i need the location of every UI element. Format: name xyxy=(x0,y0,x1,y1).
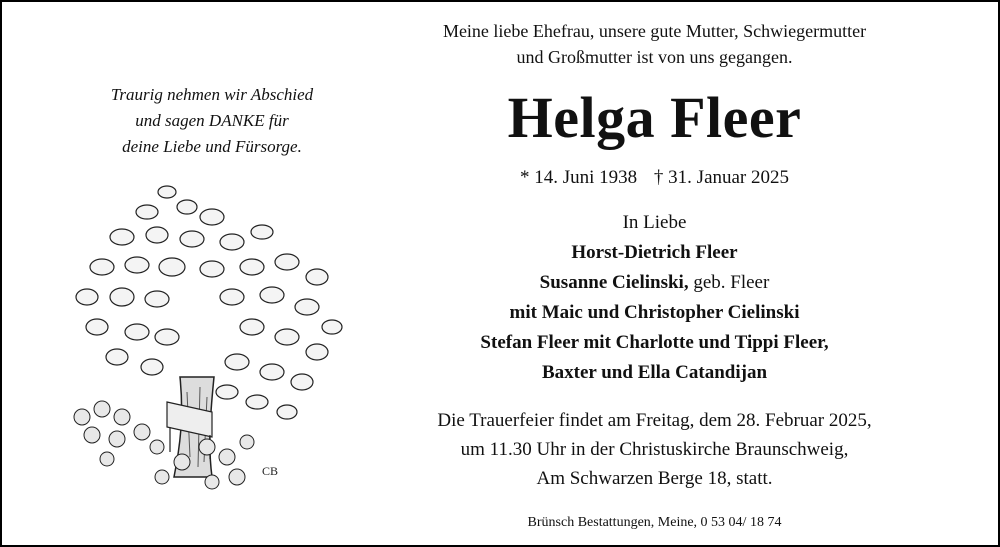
service-line: Am Schwarzen Berge 18, statt. xyxy=(536,468,773,489)
funeral-service-info xyxy=(402,406,907,493)
intro-line: und Großmutter ist von uns gegangen. xyxy=(516,47,793,67)
quote-line: deine Liebe und Fürsorge. xyxy=(122,137,302,156)
death-date: † 31. Januar 2025 xyxy=(653,167,790,188)
deceased-name: Helga Fleer xyxy=(507,85,802,150)
intro-line: Meine liebe Ehefrau, unsere gute Mutter, Schwiegermutter xyxy=(442,21,867,41)
mourner-line: Stefan Fleer mit Charlotte und Tippi Fleer, xyxy=(480,332,829,353)
mourner-line: Baxter und Ella Catandijan xyxy=(541,362,768,383)
mourners-list xyxy=(402,238,907,388)
mourner-maiden-name: geb. Fleer xyxy=(688,272,770,293)
tree-drawing-icon xyxy=(62,177,352,502)
funeral-home-contact: Brünsch Bestattungen, Meine, 0 53 04/ 18 74 xyxy=(527,515,782,530)
quote-line: und sagen DANKE für xyxy=(135,111,289,130)
mourner-line: Horst-Dietrich Fleer xyxy=(571,242,738,263)
farewell-quote xyxy=(62,82,362,160)
service-line: um 11.30 Uhr in der Christuskirche Braunschweig, xyxy=(460,439,849,460)
birth-date: * 14. Juni 1938 xyxy=(519,167,638,188)
mourner-line: mit Maic und Christopher Cielinski xyxy=(509,302,800,323)
mourner-line xyxy=(402,268,907,298)
service-line: Die Trauerfeier findet am Freitag, dem 28. Februar 2025, xyxy=(437,410,872,431)
obituary-main xyxy=(402,18,907,533)
artist-signature: CB xyxy=(262,464,279,478)
mourners-label: In Liebe xyxy=(622,212,687,233)
intro-text xyxy=(402,18,907,70)
life-dates xyxy=(402,166,907,190)
mourner-name: Susanne Cielinski, xyxy=(539,272,689,293)
quote-line: Traurig nehmen wir Abschied xyxy=(110,85,314,104)
